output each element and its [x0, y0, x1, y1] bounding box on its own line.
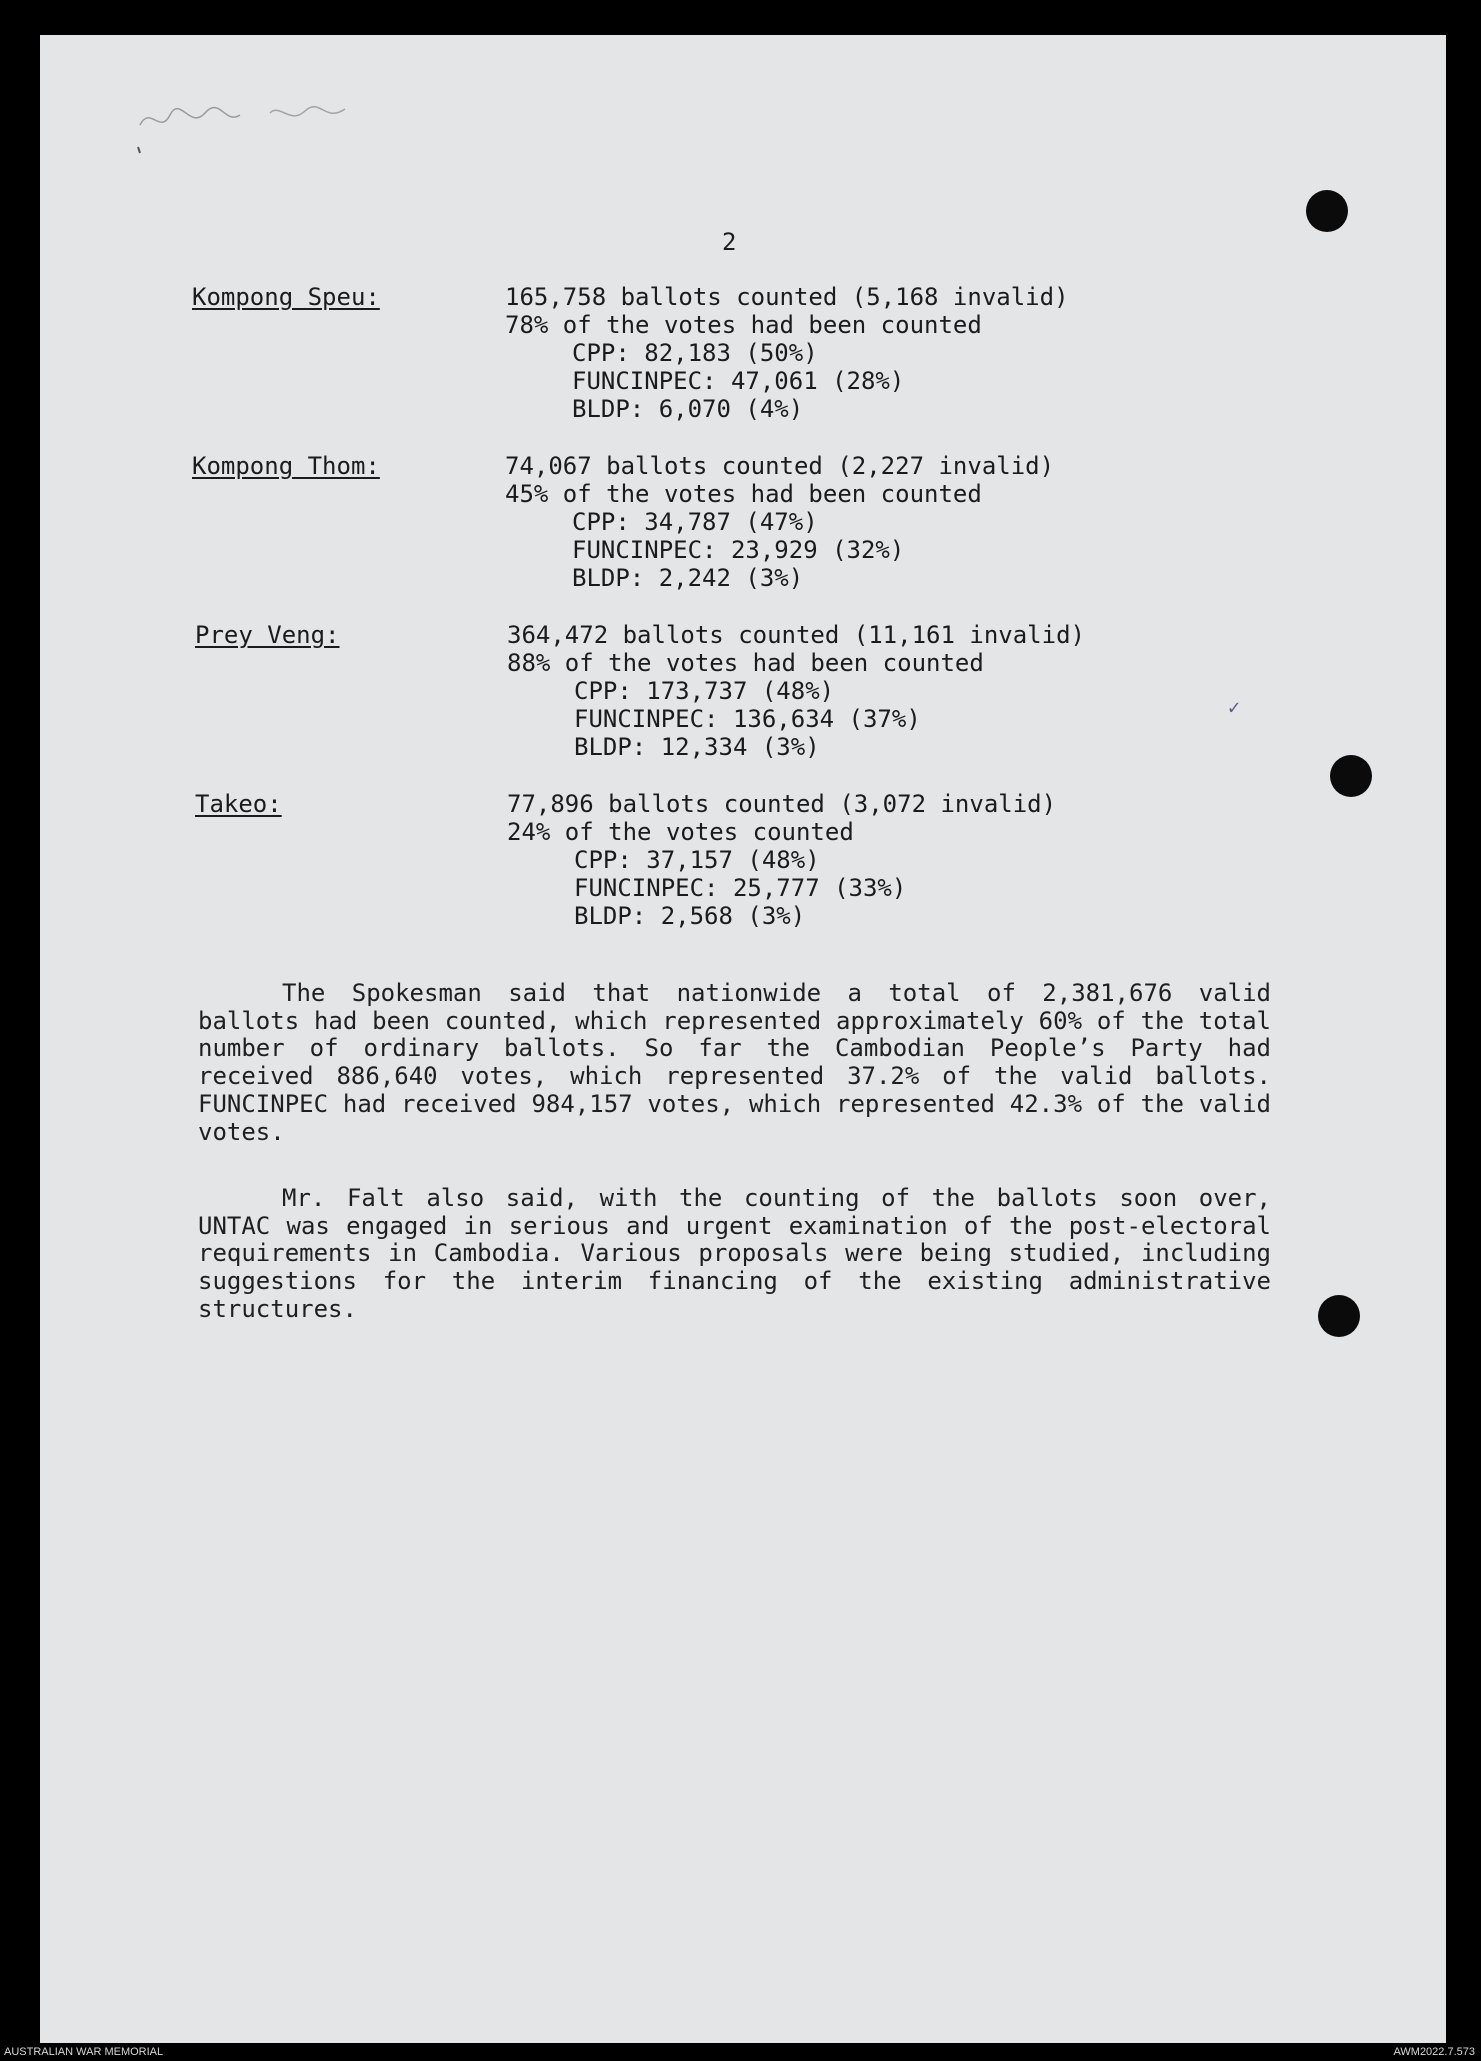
party-result: CPP: 173,737 (48%) — [574, 677, 835, 705]
percent-line: 88% of the votes had been counted — [507, 649, 984, 677]
region-name: Takeo: — [195, 790, 282, 818]
party-result: BLDP: 2,242 (3%) — [572, 564, 804, 592]
body-paragraph: Mr. Falt also said, with the counting of the ballots soon over, UNTAC was engaged in serious and urgent examination of the post-electoral requirements in Cambodia. Various proposals were being studied, including suggestions for the interim financing of the existing administrative structures. — [198, 1184, 1271, 1323]
percent-line: 24% of the votes counted — [507, 818, 854, 846]
party-result: FUNCINPEC: 136,634 (37%) — [574, 705, 921, 733]
party-result: BLDP: 2,568 (3%) — [574, 902, 806, 930]
region-name: Kompong Thom: — [192, 452, 380, 480]
check-mark: ✓ — [1228, 695, 1241, 719]
body-paragraph: The Spokesman said that nationwide a total of 2,381,676 valid ballots had been counted, which represented approximately 60% of the total number of ordinary ballots. So far the Cambodian People’s Party had received 886,640 votes, which represented 37.2% of the valid ballots. FUNCINPEC had received 984,157 votes, which represented 42.3% of the valid votes. — [198, 979, 1271, 1146]
party-result: CPP: 34,787 (47%) — [572, 508, 818, 536]
footer-left: AUSTRALIAN WAR MEMORIAL — [4, 2046, 164, 2058]
document-page — [40, 35, 1446, 2043]
ballots-line: 74,067 ballots counted (2,227 invalid) — [505, 452, 1055, 480]
punch-hole-middle — [1330, 755, 1372, 797]
ballots-line: 364,472 ballots counted (11,161 invalid) — [507, 621, 1085, 649]
party-result: CPP: 82,183 (50%) — [572, 339, 818, 367]
ballots-line: 165,758 ballots counted (5,168 invalid) — [505, 283, 1069, 311]
ballots-line: 77,896 ballots counted (3,072 invalid) — [507, 790, 1057, 818]
punch-hole-bottom — [1318, 1295, 1360, 1337]
party-result: FUNCINPEC: 25,777 (33%) — [574, 874, 907, 902]
party-result: BLDP: 12,334 (3%) — [574, 733, 820, 761]
party-result: BLDP: 6,070 (4%) — [572, 395, 804, 423]
handwritten-annotation — [130, 85, 390, 155]
percent-line: 45% of the votes had been counted — [505, 480, 982, 508]
party-result: FUNCINPEC: 23,929 (32%) — [572, 536, 905, 564]
footer-right: AWM2022.7.573 — [1393, 2046, 1475, 2058]
party-result: CPP: 37,157 (48%) — [574, 846, 820, 874]
region-name: Prey Veng: — [195, 621, 340, 649]
punch-hole-top — [1306, 190, 1348, 232]
percent-line: 78% of the votes had been counted — [505, 311, 982, 339]
page-number: 2 — [722, 228, 737, 256]
party-result: FUNCINPEC: 47,061 (28%) — [572, 367, 905, 395]
region-name: Kompong Speu: — [192, 283, 380, 311]
